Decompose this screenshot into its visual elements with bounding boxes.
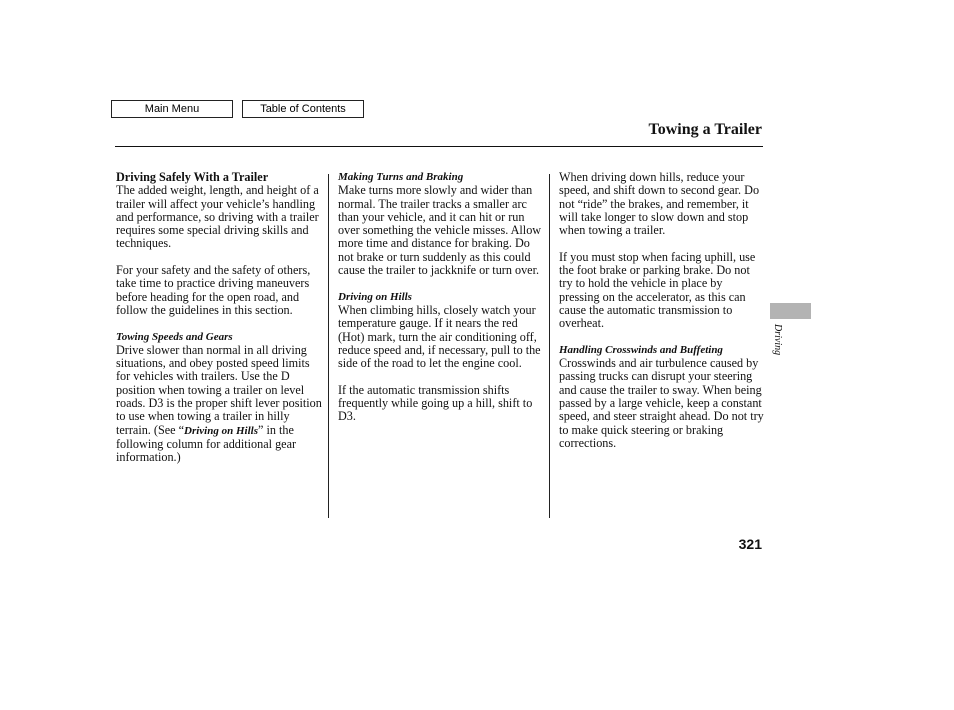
column-middle [338,171,546,424]
paragraph-text: ” in the following column for additional gear information.) [116,422,297,465]
section-heading: Handling Crosswinds and Buffeting [559,343,723,356]
section-driving-on-hills [338,291,546,371]
page-title: Towing a Trailer [648,121,762,138]
page-number: 321 [738,536,762,552]
paragraph: If the automatic transmission shifts frequently while going up a hill, shift to D3. [338,382,533,424]
paragraph: For your safety and the safety of others, take time to practice driving maneuvers before heading for the open road, and follow the guidelines in this section. [116,263,311,317]
cross-reference-link[interactable]: Driving on Hills [184,424,258,437]
paragraph: If you must stop when facing uphill, use the foot brake or parking brake. Do not try to hold the vehicle in place by pressing on the accelerator, as this can cause the automatic transmission to overheat. [559,249,756,331]
table-of-contents-button[interactable]: Table of Contents [242,100,364,118]
section-driving-safely [116,171,324,251]
section-tab-marker [770,303,811,319]
paragraph: Crosswinds and air turbulence caused by passing trucks can disrupt your steering and cause the trailer to sway. When being passed by a large vehicle, keep a constant speed, and steer straight ahead. Do not try to make quick steering or braking corrections. [559,356,764,450]
section-crosswinds [559,344,766,450]
main-menu-button[interactable]: Main Menu [111,100,233,118]
paragraph-text: Drive slower than normal in all driving situations, and obey posted speed limits for vehicles with trailers. Use the D position when towing a trailer on level roads. D3 is the proper shift lever position to use when towing a trailer in hilly terrain. (See “ [116,342,322,437]
column-divider [328,174,329,518]
section-turns-braking [338,171,546,277]
column-left [116,171,324,465]
section-heading: Driving on Hills [338,290,412,303]
section-tab-label: Driving [772,324,783,356]
section-heading: Making Turns and Braking [338,171,464,183]
paragraph: The added weight, length, and height of a trailer will affect your vehicle’s handling and performance, so driving with a trailer requires some special driving skills and techniques. [116,183,319,251]
column-right [559,171,766,450]
section-heading: Driving Safely With a Trailer [116,170,269,184]
paragraph: When driving down hills, reduce your speed, and shift down to second gear. Do not “ride” the brakes, and remember, it will take longer to slow down and stop when towing a trailer. [559,170,760,238]
title-divider [115,146,763,147]
section-towing-speeds [116,331,324,465]
section-heading: Towing Speeds and Gears [116,330,233,343]
paragraph: Make turns more slowly and wider than normal. The trailer tracks a smaller arc than your vehicle, and it can hit or run over something the vehicle misses. Allow more time and distance for braking. Do not brake or turn suddenly as this could cause the trailer to jackknife or turn over. [338,183,542,278]
column-divider [549,174,550,518]
paragraph: When climbing hills, closely watch your temperature gauge. If it nears the red (Hot) mark, turn the air conditioning off, reduce speed and, if necessary, pull to the side of the road to let the engine cool. [338,302,541,371]
